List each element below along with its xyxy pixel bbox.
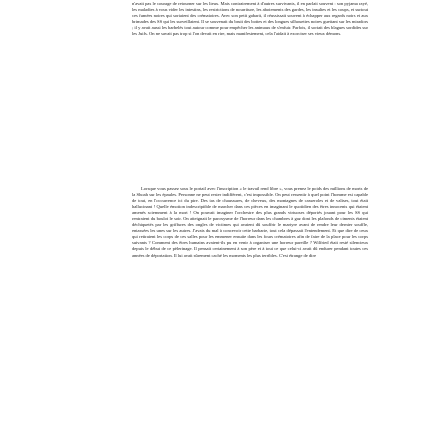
- paragraph-1: n'avait pas le courage de retourner sur les lieux. Mais contrairement à d'autres survivants, il en parlait souvent : son pyjama rayé, les maladies à vous vider les intestins, les restrictions de nourriture, les aboiements des gardes, les insultes et les coups, et surtout ces fumées noires qui sortaient des crématoires. Avec son petit gabarit, il réussissait souvent à échapper aux regards noirs et aux brimades des SS qui les surveillaient. Il se souvenait du bruit des bottes et des longues silhouettes noires guettant sur les miradors ; il y avait aussi les barbelés tout autour comme pour empêcher les animaux de s'enfuir. Parfois, il sortait des blagues sordides sur les Juifs. On ne savait pas trop si l'on devait en rire, mais manifestement, cela l'aidait à exorciser ses vieux démons.: [132, 1, 368, 37]
- page-top-fade: [132, 0, 368, 1]
- text-block-upper: [132, 1, 368, 37]
- paragraph-2: Lorsque vous passez sous le portail avec l'inscription « le travail rend libre », vous prenez le poids des millions de morts de la Shoah sur les épaules. Personne ne peut rester indifférent, c'est impossible. On peut ressentir à quel point l'homme est capable de tout, en l'occurrence ici du pire. Des tas de chaussures, de cheveux, des montagnes de casseroles et de valises, tout était hallucinant ! Quelle émotion indescriptible de marcher dans ces pièces en imaginant le quotidien des êtres innocents qui étaient amenés sciemment à la mort ! On pouvait imaginer l'orchestre des plus grands virtuoses déportés jouant pour les SS qui rentraient du boulot le soir. On atteignait le paroxysme de l'horreur dans les chambres à gaz dont les plafonds de ciments étaient déchiquetés par les griffures des ongles de victimes qui avaient dû souffrir le martyre avant de rendre leur dernier souffle, entassées les unes sur les autres. J'avais du mal à concevoir cette barbarie, tout cela dépassait l'entendement. Et que dire de ceux qui retiraient les corps de ces salles pour les emmener ensuite dans les fours crématoires afin de faire de la place pour les corps suivants ? Comment des êtres humains avaient-ils pu en venir à organiser une horreur pareille ? Wilfried était resté silencieux depuis le début de ce pèlerinage. Il pensait certainement à son père et à tout ce que celui-ci avait dû endurer pendant toutes ces années de déportation. Il lui avait sûrement caché les moments les plus terribles. C'est étrange de dire: [132, 186, 368, 258]
- text-block-lower: [132, 186, 368, 259]
